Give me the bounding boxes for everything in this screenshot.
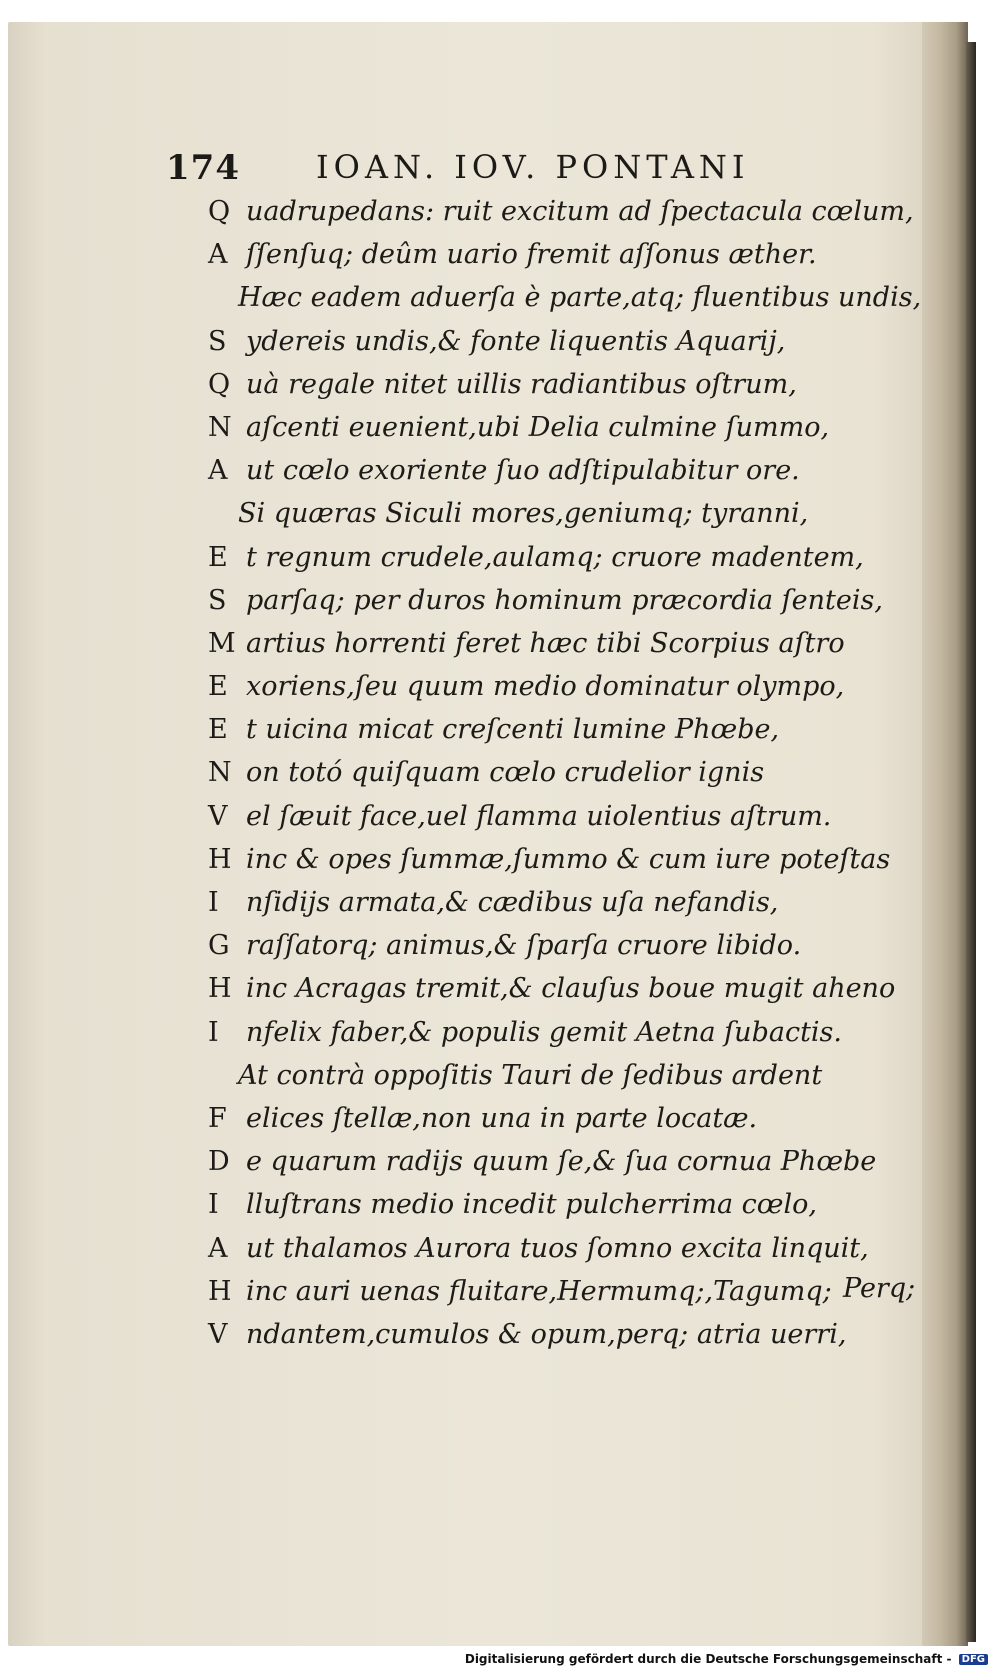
- verse-initial: V: [208, 1318, 228, 1350]
- verse-text: raſſatorq; animus,& ſparſa cruore libido.: [246, 930, 802, 962]
- verse-initial: D: [208, 1146, 230, 1178]
- verse-initial: V: [208, 800, 228, 832]
- verse-line: [208, 449, 928, 492]
- verse-text: artius horrenti feret hæc tibi Scorpius aſtro: [246, 627, 845, 659]
- verse-initial: I: [208, 1016, 219, 1048]
- catchword: Perq;: [843, 1273, 916, 1304]
- verse-initial: I: [208, 887, 219, 918]
- verse-line: [208, 190, 928, 233]
- verse-text: inc auri uenas fluitare,Hermumq;,Tagumq;: [246, 1275, 832, 1307]
- dfg-logo: DFG: [959, 1654, 988, 1665]
- verse-initial: S: [208, 325, 227, 357]
- credit-text: Digitalisierung gefördert durch die Deutsche Forschungsgemeinschaft -: [464, 1652, 952, 1666]
- verse-line: [208, 924, 928, 967]
- verse-initial: A: [208, 455, 228, 487]
- verse-text: aſcenti euenient,ubi Delia culmine ſummo,: [246, 411, 830, 443]
- verse-initial: I: [208, 1189, 219, 1221]
- verse-initial: N: [208, 757, 232, 789]
- verse-line: [208, 1054, 928, 1097]
- verse-line: [208, 1227, 928, 1270]
- verse-line: [208, 881, 928, 924]
- verse-line: [208, 1011, 928, 1054]
- verse-line: [208, 276, 928, 319]
- verse-text: t uicina micat creſcenti lumine Phœbe,: [246, 714, 780, 746]
- verse-initial: N: [208, 411, 232, 443]
- verse-initial: M: [208, 627, 236, 659]
- verse-line: [208, 967, 928, 1010]
- verse-initial: E: [208, 671, 228, 703]
- verse-line: [208, 363, 928, 406]
- verse-line: [208, 320, 928, 363]
- verse-line: [208, 406, 928, 449]
- verse-line: [208, 579, 928, 622]
- verse-line: [208, 1313, 928, 1356]
- page-edge: [966, 42, 976, 1642]
- verse-text: inc & opes ſummæ,ſummo & cum iure poteſtas: [246, 843, 891, 875]
- verse-text: At contrà oppoſitis Tauri de ſedibus ardent: [238, 1059, 823, 1091]
- verse-text: ſſenſuq; deûm uario fremit aſſonus æther.: [246, 239, 817, 271]
- verse-line: [208, 622, 928, 665]
- verse-line: [208, 708, 928, 751]
- verse-text: parſaq; per duros hominum præcordia ſenteis,: [246, 584, 883, 616]
- verse-text: t regnum crudele,aulamq; cruore madentem,: [246, 541, 864, 573]
- verse-initial: S: [208, 584, 227, 616]
- verse-text: inc Acragas tremit,& clauſus boue mugit aheno: [246, 973, 896, 1005]
- verse-initial: F: [208, 1102, 227, 1134]
- verse-text: ydereis undis,& fonte liquentis Aquarij,: [246, 325, 786, 357]
- verse-text: nſidijs armata,& cædibus uſa nefandis,: [246, 887, 779, 918]
- verse-line: [208, 233, 928, 276]
- verse-initial: A: [208, 239, 228, 271]
- running-head: IOAN. IOV. PONTANI: [316, 148, 750, 186]
- verse-line: [208, 1270, 928, 1313]
- verse-text: el ſæuit face,uel flamma uiolentius aſtrum.: [246, 800, 832, 832]
- verse-text: uadrupedans: ruit excitum ad ſpectacula cœlum,: [246, 196, 914, 227]
- verse-text: nfelix faber,& populis gemit Aetna ſubactis.: [246, 1016, 842, 1048]
- verse-line: [208, 1097, 928, 1140]
- digitization-credit: [465, 1652, 988, 1666]
- verse-text: lluſtrans medio incedit pulcherrima cœlo,: [246, 1189, 817, 1221]
- verse-text: uà regale nitet uillis radiantibus oſtrum,: [246, 368, 797, 400]
- verse-initial: Q: [208, 196, 231, 227]
- verse-line: [208, 751, 928, 794]
- verse-text: on totó quiſquam cœlo crudelior ignis: [246, 757, 765, 789]
- page-binding-shadow: [922, 22, 968, 1646]
- verse-text-block: [208, 190, 928, 1356]
- verse-initial: H: [208, 1275, 232, 1307]
- verse-text: xoriens,ſeu quum medio dominatur olympo,: [246, 671, 845, 703]
- verse-line: [208, 1183, 928, 1226]
- verse-line: [208, 838, 928, 881]
- verse-initial: H: [208, 973, 232, 1005]
- verse-text: elices ſtellæ,non una in parte locatæ.: [246, 1102, 758, 1134]
- page-number: 174: [166, 148, 240, 188]
- verse-initial: G: [208, 930, 230, 962]
- verse-initial: E: [208, 714, 228, 746]
- verse-line: [208, 1140, 928, 1183]
- verse-text: ut thalamos Aurora tuos ſomno excita linquit,: [246, 1232, 869, 1264]
- verse-line: [208, 492, 928, 535]
- verse-initial: Q: [208, 368, 231, 400]
- verse-line: [208, 795, 928, 838]
- verse-text: Hæc eadem aduerſa è parte,atq; fluentibus undis,: [238, 282, 922, 314]
- verse-text: ndantem,cumulos & opum,perq; atria uerri,: [246, 1318, 847, 1350]
- verse-text: ut cœlo exoriente ſuo adſtipulabitur ore.: [246, 455, 800, 487]
- verse-initial: E: [208, 541, 228, 573]
- verse-text: e quarum radijs quum ſe,& ſua cornua Phœbe: [246, 1146, 877, 1178]
- verse-initial: A: [208, 1232, 228, 1264]
- book-page: [8, 22, 968, 1646]
- verse-line: [208, 536, 928, 579]
- verse-text: Si quæras Siculi mores,geniumq; tyranni,: [238, 498, 809, 530]
- verse-line: [208, 665, 928, 708]
- verse-initial: H: [208, 843, 232, 875]
